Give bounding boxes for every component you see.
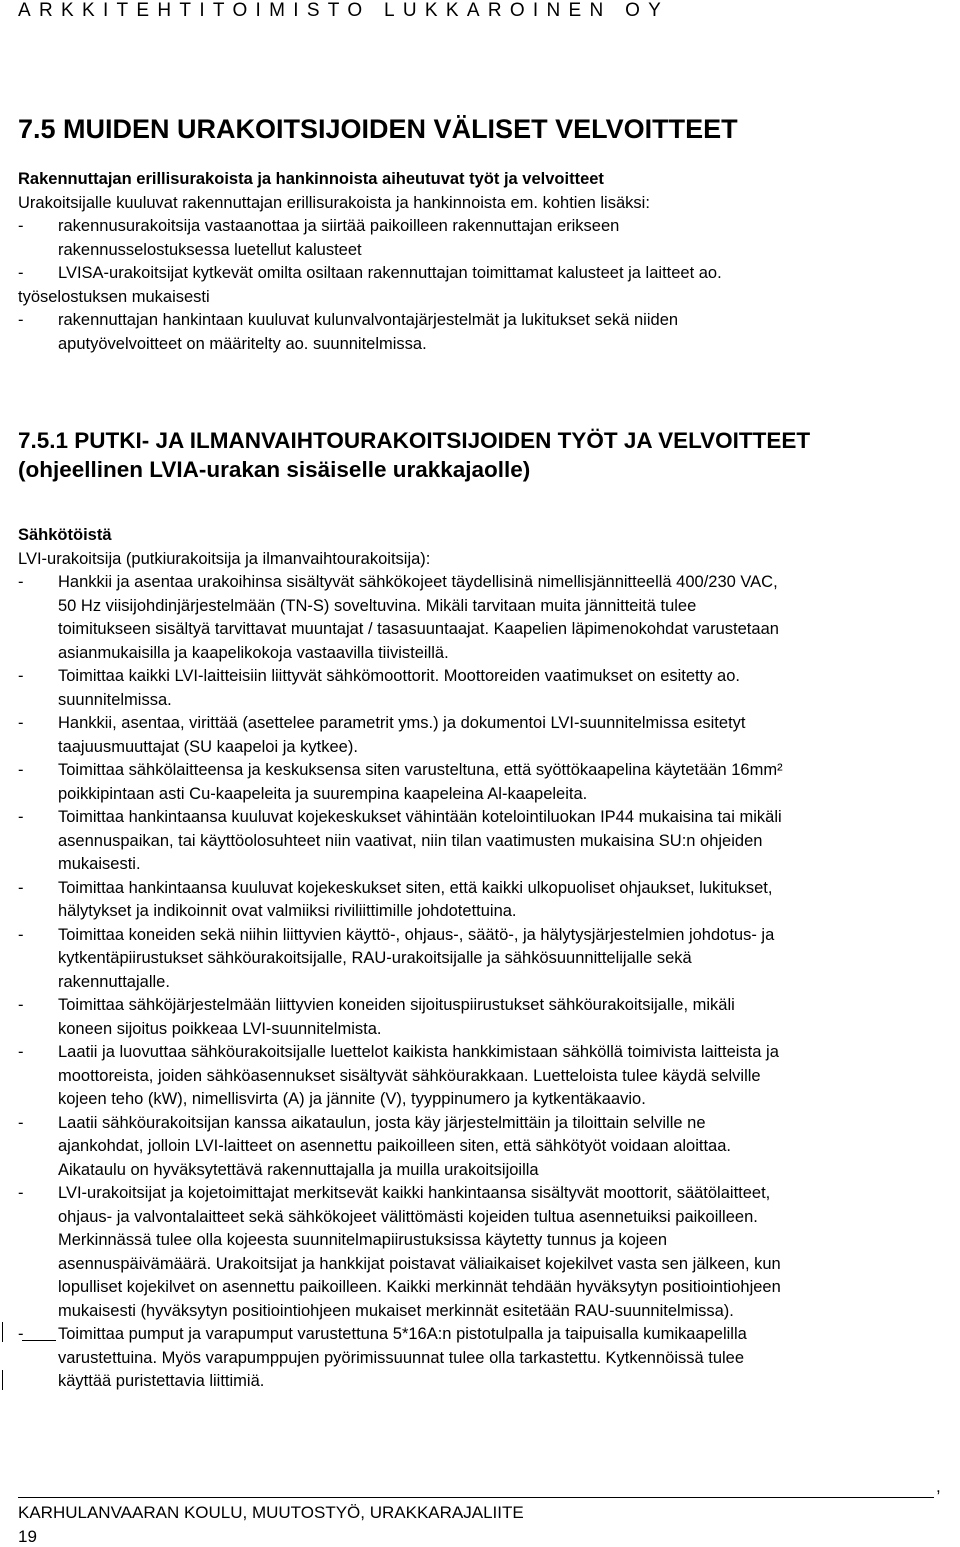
list-item-text: Toimittaa hankintaansa kuuluvat kojekeskukset siten, että kaikki ulkopuoliset ohjaukset, lukitukset, hälytykset ja indikoinnit ovat valmiiksi riviliittimille johdotettuina. [58, 878, 773, 920]
list-item [18, 1323, 948, 1394]
list-dash: - [18, 996, 24, 1014]
page-number: 19 [18, 1527, 37, 1546]
list-item-text: rakennuttajan hankintaan kuuluvat kulunvalvontajärjestelmät ja lukitukset sekä niiden aputyövelvoitteet on määritelty ao. suunnitelmissa. [58, 311, 679, 353]
subsection-title-line1: 7.5.1 PUTKI- JA ILMANVAIHTOURAKOITSIJOIDEN TYÖT JA VELVOITTEET [18, 428, 811, 453]
list-dash: - [18, 573, 24, 591]
footer-comma: , [936, 1477, 941, 1496]
list-dash: - [18, 761, 24, 779]
list-item [18, 924, 948, 995]
list-dash: - [18, 264, 24, 282]
list-item-text: Toimittaa sähkölaitteensa ja keskuksensa siten varusteltuna, että syöttökaapelina käytetään 16mm² poikkipintaan asti Cu-kaapeleita ja suurempina kaapeleina Al-kaapeleita. [58, 761, 783, 803]
list-item-text: Toimittaa koneiden sekä niihin liittyvien käyttö-, ohjaus-, säätö-, ja hälytysjärjestelmien johdotus- ja kytkentäpiirustukset sähköurakoitsijalle, RAU-urakoitsijalle ja sähkösuunnittelijalle sekä rakennuttajalle. [58, 925, 775, 991]
list-dash: - [18, 311, 24, 329]
section-body [18, 168, 948, 356]
list-item-text: Toimittaa pumput ja varapumput varustettuna 5*16A:n pistotulpalla ja taipuisalla kumikaapelilla varustettuina. Myös varapumppujen pyörimissuunnat tulee olla tarkastettu. Kytkennöissä tulee käyttää puristettavia liittimiä. [58, 1325, 747, 1390]
subsection-heading: Sähkötöistä [18, 526, 112, 544]
section-intro: Urakoitsijalle kuuluvat rakennuttajan erillisurakoista ja hankinnoista em. kohtien lisäksi: [18, 193, 650, 212]
subsection-intro: LVI-urakoitsija (putkiurakoitsija ja ilmanvaihtourakoitsija): [18, 549, 431, 568]
list-dash: - [18, 925, 24, 944]
list-dash: - [18, 808, 24, 826]
list-item [18, 571, 948, 665]
subsection-title [18, 426, 810, 484]
list-item [18, 994, 948, 1041]
list-item [18, 877, 948, 924]
list-item-text: Laatii ja luovuttaa sähköurakoitsijalle luettelot kaikista hankkimistaan sähköllä toimivista laitteista ja moottoreista, joiden sähköasennukset sisältyvät sähköurakkaan. Luetteloista tulee käydä selville kojeen teho (kW), nimellisvirta (A) ja jännite (V), tyyppinumero ja kytkentäkaavio. [58, 1043, 779, 1108]
list-item-text: rakennusurakoitsija vastaanottaa ja siirtää paikoilleen rakennuttajan erikseen rakennusselostuksessa luetellut kalusteet [58, 217, 620, 259]
footer-title: KARHULANVAARAN KOULU, MUUTOSTYÖ, URAKKARAJALIITE [18, 1503, 524, 1522]
list-item-text: LVISA-urakoitsijat kytkevät omilta osiltaan rakennuttajan toimittamat kalusteet ja laitteet ao. [58, 264, 722, 282]
subsection-title-line2: (ohjeellinen LVIA-urakan sisäiselle urakkajaolle) [18, 457, 531, 482]
revision-bar [2, 1322, 3, 1342]
section-title: 7.5 MUIDEN URAKOITSIJOIDEN VÄLISET VELVOITTEET [18, 114, 738, 144]
list-dash: - [18, 1043, 24, 1061]
list-dash: - [18, 878, 24, 897]
list-dash: - [18, 1113, 24, 1132]
list-dash: - [18, 714, 24, 732]
list-item [18, 806, 948, 877]
list-item [18, 1041, 948, 1112]
list-item [18, 759, 948, 806]
list-item [18, 262, 948, 286]
company-header: ARKKITEHTITOIMISTO LUKKAROINEN OY [18, 0, 670, 21]
list-item-text: LVI-urakoitsijat ja kojetoimittajat merkitsevät kaikki hankintaansa sisältyvät moottorit, säätölaitteet, ohjaus- ja valvontalaitteet sekä sähkökojeet välittömästi kojeiden tultua asennetuiksi paikoilleen. Merkinnässä tulee olla kojeesta suunnitelmapiirustuksissa käytetty tunnus ja kojeen asennuspäivämäärä. Urakoitsijat ja hankkijat poistavat väliaikaiset kojekilvet vasta sen jälkeen, kun lopulliset kojekilvet on asennettu paikoilleen. Kaikki merkinnät tehdään hyväksytyn positiointiohjeen mukaisesti (hyväksytyn positiointiohjeen mukaiset merkinnät esitetään RAU-suunnitelmissa). [58, 1184, 781, 1320]
list-item-text: Hankkii ja asentaa urakoihinsa sisältyvät sähkökojeet täydellisinä nimellisjännitteellä 400/230 VAC, 50 Hz viisijohdinjärjestelmään (TN-S) soveltuvina. Mikäli tarvitaan muita jännitteitä tulee toimitukseen sisältyä tarvittavat muuntajat / tasasuuntaajat. Kaapelien läpimenokohdat varustetaan asianmukaisilla ja kaapelikokoja vastaavilla tiivisteillä. [58, 573, 779, 662]
list-item-text: Toimittaa sähköjärjestelmään liittyvien koneiden sijoituspiirustukset sähköurakoitsijalle, mikäli koneen sijoitus poikkeaa LVI-suunnitelmista. [58, 996, 735, 1038]
list-item-text: Hankkii, asentaa, virittää (asettelee parametrit yms.) ja dokumentoi LVI-suunnitelmissa esitetyt taajuusmuuttajat (SU kaapeloi ja kytkee). [58, 714, 746, 756]
list-item [18, 712, 948, 759]
continuation-text: työselostuksen mukaisesti [18, 287, 210, 306]
list-dash: - [18, 217, 24, 235]
list-item [18, 1112, 948, 1183]
list-dash: - [18, 1325, 24, 1343]
list-item-text: Toimittaa kaikki LVI-laitteisiin liittyvät sähkömoottorit. Moottoreiden vaatimukset on esitetty ao. suunnitelmissa. [58, 667, 740, 709]
list-item [18, 309, 948, 356]
revision-underline [22, 1340, 56, 1341]
list-item [18, 1182, 948, 1323]
list-item-text: Toimittaa hankintaansa kuuluvat kojekeskukset vähintään kotelointiluokan IP44 mukaisina tai mikäli asennuspaikan, tai käyttöolosuhteet niin vaativat, niin tilan vaatimusten mukaisina SU:n ohjeiden mukaisesti. [58, 808, 782, 873]
section-subtitle: Rakennuttajan erillisurakoista ja hankinnoista aiheutuvat työt ja velvoitteet [18, 170, 604, 188]
footer-divider [18, 1497, 934, 1498]
list-item-text: Laatii sähköurakoitsijan kanssa aikataulun, josta käy järjestelmittäin ja tiloittain selville ne ajankohdat, jolloin LVI-laitteet on asennettu paikoilleen siten, että sähkötyöt voidaan aloittaa. Aikataulu on hyväksytettävä rakennuttajalla ja muilla urakoitsijoilla [58, 1113, 731, 1179]
list-dash: - [18, 1184, 24, 1202]
list-item [18, 665, 948, 712]
list-item [18, 215, 948, 262]
revision-bar [2, 1370, 3, 1390]
subsection-body [18, 524, 948, 1394]
list-dash: - [18, 667, 24, 685]
